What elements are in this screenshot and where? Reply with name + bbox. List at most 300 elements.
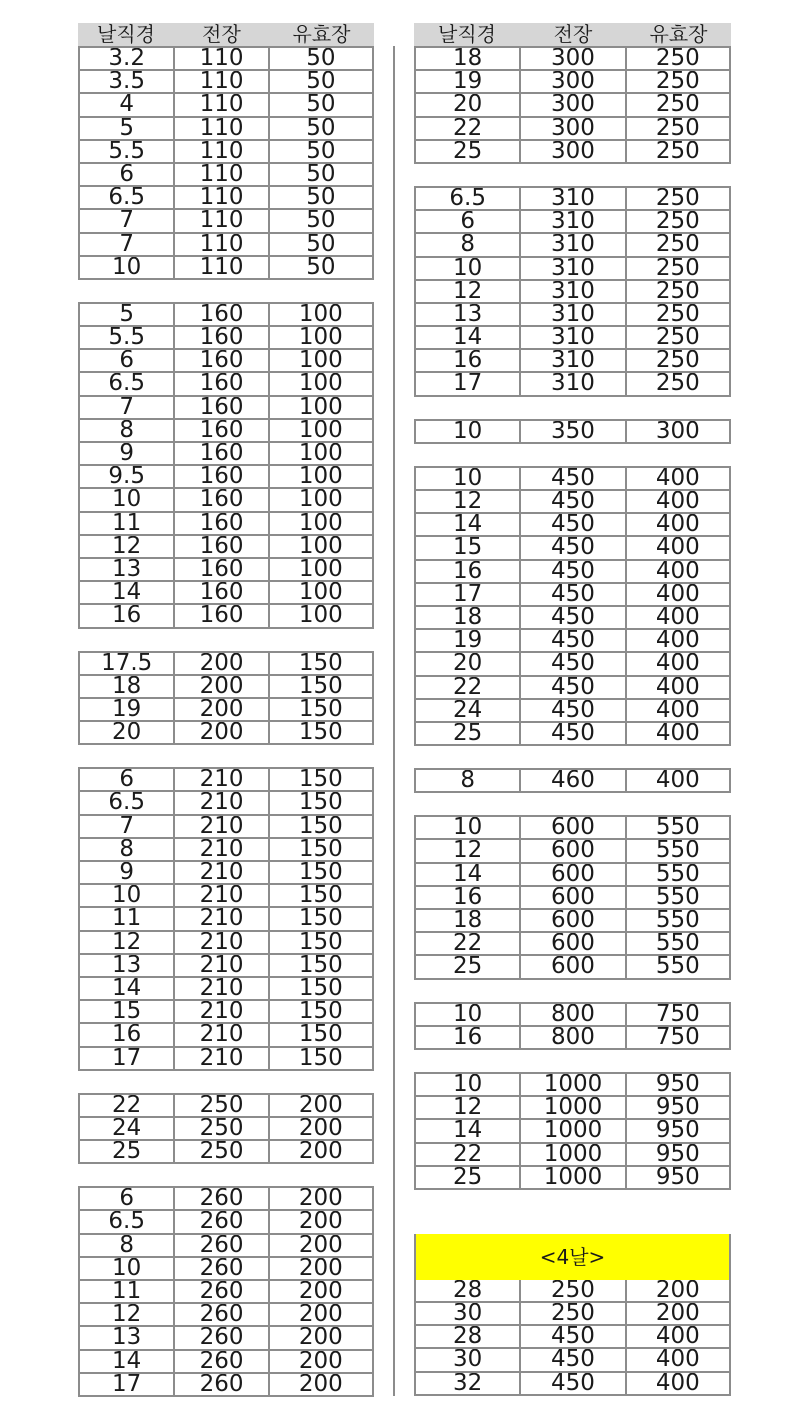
header-diameter: 날직경 [97, 22, 155, 46]
effective-length-cell: 100 [270, 397, 374, 420]
spec-group [414, 1280, 731, 1396]
table-row [416, 1303, 731, 1326]
effective-length-cell: 50 [270, 210, 374, 233]
diameter-cell: 11 [80, 1281, 175, 1304]
effective-length-cell: 150 [270, 908, 374, 931]
diameter-cell: 25 [416, 723, 521, 746]
effective-length-cell: 550 [627, 956, 731, 979]
effective-length-cell: 250 [627, 118, 731, 141]
spec-group [78, 1186, 374, 1397]
diameter-cell: 28 [416, 1326, 521, 1349]
effective-length-cell: 150 [270, 699, 374, 722]
diameter-cell: 14 [80, 582, 175, 605]
diameter-cell: 13 [80, 955, 175, 978]
diameter-cell: 13 [80, 559, 175, 582]
table-row [80, 1024, 374, 1047]
table-row [416, 956, 731, 979]
table-row [416, 304, 731, 327]
overall-length-cell: 800 [521, 1004, 626, 1027]
table-row [80, 466, 374, 489]
effective-length-cell: 50 [270, 94, 374, 117]
table-row [80, 536, 374, 559]
table-row [80, 605, 374, 628]
overall-length-cell: 450 [521, 700, 626, 723]
diameter-cell: 7 [80, 210, 175, 233]
table-row [416, 1144, 731, 1167]
overall-length-cell: 1000 [521, 1120, 626, 1143]
overall-length-cell: 210 [175, 932, 269, 955]
diameter-cell: 22 [80, 1095, 175, 1118]
effective-length-cell: 950 [627, 1074, 731, 1097]
effective-length-cell: 100 [270, 582, 374, 605]
table-row [80, 443, 374, 466]
diameter-cell: 19 [416, 71, 521, 94]
diameter-cell: 22 [416, 677, 521, 700]
effective-length-cell: 150 [270, 839, 374, 862]
table-row [416, 1004, 731, 1027]
table-row [416, 1280, 731, 1303]
table-row [80, 839, 374, 862]
overall-length-cell: 250 [175, 1095, 269, 1118]
diameter-cell: 6.5 [80, 1211, 175, 1234]
overall-length-cell: 160 [175, 397, 269, 420]
table-row [416, 607, 731, 630]
effective-length-cell: 100 [270, 420, 374, 443]
overall-length-cell: 110 [175, 141, 269, 164]
effective-length-cell: 150 [270, 885, 374, 908]
diameter-cell: 6 [416, 211, 521, 234]
effective-length-cell: 100 [270, 559, 374, 582]
table-row [416, 327, 731, 350]
overall-length-cell: 600 [521, 956, 626, 979]
diameter-cell: 10 [80, 885, 175, 908]
diameter-cell: 15 [80, 1001, 175, 1024]
diameter-cell: 22 [416, 118, 521, 141]
overall-length-cell: 450 [521, 723, 626, 746]
effective-length-cell: 250 [627, 281, 731, 304]
table-row [80, 722, 374, 745]
right-table-body [414, 46, 731, 1190]
diameter-cell: 16 [416, 887, 521, 910]
diameter-cell: 8 [80, 839, 175, 862]
diameter-cell: 22 [416, 1144, 521, 1167]
diameter-cell: 7 [80, 816, 175, 839]
table-row [416, 211, 731, 234]
overall-length-cell: 110 [175, 234, 269, 257]
overall-length-cell: 600 [521, 887, 626, 910]
effective-length-cell: 400 [627, 770, 731, 793]
diameter-cell: 6 [80, 1188, 175, 1211]
effective-length-cell: 50 [270, 118, 374, 141]
effective-length-cell: 200 [270, 1258, 374, 1281]
overall-length-cell: 600 [521, 933, 626, 956]
diameter-cell: 16 [416, 350, 521, 373]
table-row [80, 327, 374, 350]
overall-length-cell: 260 [175, 1327, 269, 1350]
effective-length-cell: 200 [270, 1141, 374, 1164]
overall-length-cell: 200 [175, 722, 269, 745]
overall-length-cell: 1000 [521, 1097, 626, 1120]
table-row [80, 1351, 374, 1374]
table-row [80, 1281, 374, 1304]
overall-length-cell: 1000 [521, 1144, 626, 1167]
effective-length-cell: 100 [270, 443, 374, 466]
diameter-cell: 12 [80, 932, 175, 955]
diameter-cell: 25 [416, 956, 521, 979]
table-row [416, 258, 731, 281]
diameter-cell: 6.5 [80, 187, 175, 210]
overall-length-cell: 210 [175, 1024, 269, 1047]
overall-length-cell: 160 [175, 420, 269, 443]
effective-length-cell: 200 [270, 1327, 374, 1350]
overall-length-cell: 310 [521, 188, 626, 211]
spec-group [414, 1072, 731, 1190]
diameter-cell: 12 [416, 840, 521, 863]
effective-length-cell: 150 [270, 769, 374, 792]
effective-length-cell: 150 [270, 955, 374, 978]
diameter-cell: 20 [416, 653, 521, 676]
diameter-cell: 13 [416, 304, 521, 327]
column-divider [393, 46, 395, 1396]
table-row [80, 1258, 374, 1281]
diameter-cell: 8 [416, 234, 521, 257]
table-row [80, 769, 374, 792]
overall-length-cell: 450 [521, 1326, 626, 1349]
overall-length-cell: 260 [175, 1351, 269, 1374]
effective-length-cell: 400 [627, 630, 731, 653]
spec-group [78, 46, 374, 280]
diameter-cell: 10 [80, 1258, 175, 1281]
overall-length-cell: 450 [521, 677, 626, 700]
overall-length-cell: 160 [175, 304, 269, 327]
effective-length-cell: 250 [627, 304, 731, 327]
effective-length-cell: 100 [270, 605, 374, 628]
overall-length-cell: 260 [175, 1304, 269, 1327]
diameter-cell: 14 [80, 978, 175, 1001]
table-row [80, 489, 374, 512]
effective-length-cell: 750 [627, 1004, 731, 1027]
overall-length-cell: 160 [175, 559, 269, 582]
effective-length-cell: 250 [627, 48, 731, 71]
table-row [416, 584, 731, 607]
left-table-body [78, 46, 374, 1397]
diameter-cell: 10 [416, 1074, 521, 1097]
four-flute-table-body [414, 1280, 731, 1396]
table-row [80, 1048, 374, 1071]
overall-length-cell: 110 [175, 71, 269, 94]
spec-group [78, 1093, 374, 1165]
table-row [80, 187, 374, 210]
effective-length-cell: 250 [627, 94, 731, 117]
overall-length-cell: 210 [175, 1001, 269, 1024]
diameter-cell: 25 [80, 1141, 175, 1164]
table-row [80, 1188, 374, 1211]
effective-length-cell: 400 [627, 584, 731, 607]
effective-length-cell: 250 [627, 373, 731, 396]
effective-length-cell: 250 [627, 141, 731, 164]
effective-length-cell: 200 [270, 1281, 374, 1304]
diameter-cell: 5.5 [80, 327, 175, 350]
diameter-cell: 9 [80, 862, 175, 885]
table-row [416, 421, 731, 444]
diameter-cell: 17.5 [80, 653, 175, 676]
overall-length-cell: 110 [175, 118, 269, 141]
table-row [416, 817, 731, 840]
overall-length-cell: 260 [175, 1258, 269, 1281]
effective-length-cell: 50 [270, 234, 374, 257]
diameter-cell: 6.5 [416, 188, 521, 211]
overall-length-cell: 210 [175, 1048, 269, 1071]
diameter-cell: 5 [80, 304, 175, 327]
effective-length-cell: 50 [270, 71, 374, 94]
overall-length-cell: 210 [175, 955, 269, 978]
effective-length-cell: 100 [270, 350, 374, 373]
effective-length-cell: 100 [270, 304, 374, 327]
overall-length-cell: 450 [521, 653, 626, 676]
effective-length-cell: 400 [627, 491, 731, 514]
table-row [416, 373, 731, 396]
overall-length-cell: 450 [521, 537, 626, 560]
effective-length-cell: 100 [270, 536, 374, 559]
effective-length-cell: 400 [627, 1373, 731, 1396]
table-row [416, 1027, 731, 1050]
diameter-cell: 12 [416, 1097, 521, 1120]
overall-length-cell: 450 [521, 468, 626, 491]
overall-length-cell: 110 [175, 48, 269, 71]
diameter-cell: 14 [416, 514, 521, 537]
overall-length-cell: 160 [175, 443, 269, 466]
overall-length-cell: 260 [175, 1188, 269, 1211]
diameter-cell: 13 [80, 1327, 175, 1350]
diameter-cell: 11 [80, 908, 175, 931]
effective-length-cell: 550 [627, 933, 731, 956]
overall-length-cell: 450 [521, 607, 626, 630]
diameter-cell: 14 [416, 327, 521, 350]
overall-length-cell: 1000 [521, 1074, 626, 1097]
overall-length-cell: 600 [521, 910, 626, 933]
overall-length-cell: 450 [521, 584, 626, 607]
diameter-cell: 10 [416, 258, 521, 281]
table-row [416, 630, 731, 653]
effective-length-cell: 150 [270, 653, 374, 676]
effective-length-cell: 950 [627, 1144, 731, 1167]
diameter-cell: 19 [80, 699, 175, 722]
diameter-cell: 16 [416, 561, 521, 584]
table-row [80, 420, 374, 443]
diameter-cell: 20 [80, 722, 175, 745]
overall-length-cell: 300 [521, 94, 626, 117]
right-header-row [414, 23, 731, 46]
diameter-cell: 6.5 [80, 792, 175, 815]
diameter-cell: 17 [80, 1048, 175, 1071]
diameter-cell: 16 [416, 1027, 521, 1050]
overall-length-cell: 600 [521, 840, 626, 863]
header-overall-length: 전장 [202, 22, 241, 46]
effective-length-cell: 550 [627, 817, 731, 840]
table-row [80, 582, 374, 605]
diameter-cell: 30 [416, 1349, 521, 1372]
effective-length-cell: 100 [270, 489, 374, 512]
diameter-cell: 25 [416, 141, 521, 164]
diameter-cell: 18 [416, 910, 521, 933]
effective-length-cell: 150 [270, 1048, 374, 1071]
effective-length-cell: 150 [270, 1001, 374, 1024]
overall-length-cell: 310 [521, 304, 626, 327]
left-header-row [78, 23, 374, 46]
effective-length-cell: 200 [270, 1188, 374, 1211]
effective-length-cell: 100 [270, 373, 374, 396]
effective-length-cell: 400 [627, 514, 731, 537]
table-row [80, 1141, 374, 1164]
overall-length-cell: 250 [521, 1280, 626, 1303]
effective-length-cell: 400 [627, 677, 731, 700]
overall-length-cell: 200 [175, 699, 269, 722]
overall-length-cell: 160 [175, 489, 269, 512]
diameter-cell: 24 [80, 1118, 175, 1141]
spec-group [78, 302, 374, 629]
diameter-cell: 19 [416, 630, 521, 653]
overall-length-cell: 450 [521, 1373, 626, 1396]
table-row [80, 816, 374, 839]
effective-length-cell: 400 [627, 1326, 731, 1349]
diameter-cell: 32 [416, 1373, 521, 1396]
table-row [416, 1120, 731, 1143]
overall-length-cell: 210 [175, 769, 269, 792]
table-row [80, 48, 374, 71]
overall-length-cell: 110 [175, 94, 269, 117]
effective-length-cell: 150 [270, 676, 374, 699]
effective-length-cell: 200 [270, 1351, 374, 1374]
overall-length-cell: 260 [175, 1235, 269, 1258]
overall-length-cell: 600 [521, 817, 626, 840]
overall-length-cell: 310 [521, 281, 626, 304]
effective-length-cell: 200 [270, 1095, 374, 1118]
diameter-cell: 5.5 [80, 141, 175, 164]
overall-length-cell: 160 [175, 582, 269, 605]
overall-length-cell: 210 [175, 839, 269, 862]
table-row [80, 792, 374, 815]
overall-length-cell: 310 [521, 258, 626, 281]
diameter-cell: 16 [80, 605, 175, 628]
table-row [80, 210, 374, 233]
table-row [416, 141, 731, 164]
diameter-cell: 10 [80, 257, 175, 280]
table-row [80, 559, 374, 582]
table-row [416, 1074, 731, 1097]
overall-length-cell: 310 [521, 211, 626, 234]
table-row [416, 723, 731, 746]
table-row [80, 373, 374, 396]
overall-length-cell: 200 [175, 676, 269, 699]
table-row [416, 514, 731, 537]
effective-length-cell: 300 [627, 421, 731, 444]
table-row [416, 933, 731, 956]
diameter-cell: 12 [80, 536, 175, 559]
effective-length-cell: 200 [270, 1374, 374, 1397]
effective-length-cell: 400 [627, 723, 731, 746]
overall-length-cell: 300 [521, 48, 626, 71]
effective-length-cell: 100 [270, 513, 374, 536]
table-row [80, 94, 374, 117]
table-row [80, 653, 374, 676]
diameter-cell: 14 [416, 1120, 521, 1143]
diameter-cell: 14 [80, 1351, 175, 1374]
overall-length-cell: 160 [175, 350, 269, 373]
effective-length-cell: 200 [627, 1280, 731, 1303]
table-row [80, 257, 374, 280]
spec-group [78, 651, 374, 746]
table-row [416, 350, 731, 373]
diameter-cell: 25 [416, 1167, 521, 1190]
overall-length-cell: 450 [521, 491, 626, 514]
diameter-cell: 7 [80, 234, 175, 257]
overall-length-cell: 310 [521, 234, 626, 257]
overall-length-cell: 210 [175, 862, 269, 885]
table-row [416, 653, 731, 676]
effective-length-cell: 550 [627, 887, 731, 910]
effective-length-cell: 250 [627, 71, 731, 94]
overall-length-cell: 110 [175, 257, 269, 280]
diameter-cell: 8 [416, 770, 521, 793]
table-row [416, 840, 731, 863]
diameter-cell: 18 [416, 607, 521, 630]
table-row [416, 71, 731, 94]
diameter-cell: 17 [416, 584, 521, 607]
overall-length-cell: 260 [175, 1374, 269, 1397]
table-row [416, 887, 731, 910]
effective-length-cell: 150 [270, 932, 374, 955]
effective-length-cell: 950 [627, 1167, 731, 1190]
effective-length-cell: 150 [270, 978, 374, 1001]
table-row [416, 677, 731, 700]
table-row [80, 1374, 374, 1397]
table-row [416, 1373, 731, 1396]
table-row [416, 468, 731, 491]
table-row [416, 770, 731, 793]
effective-length-cell: 400 [627, 468, 731, 491]
overall-length-cell: 260 [175, 1211, 269, 1234]
effective-length-cell: 250 [627, 258, 731, 281]
table-row [80, 513, 374, 536]
effective-length-cell: 250 [627, 327, 731, 350]
table-row [80, 978, 374, 1001]
effective-length-cell: 100 [270, 327, 374, 350]
effective-length-cell: 150 [270, 1024, 374, 1047]
table-row [416, 1349, 731, 1372]
table-row [416, 281, 731, 304]
diameter-cell: 18 [416, 48, 521, 71]
effective-length-cell: 150 [270, 722, 374, 745]
header-diameter: 날직경 [438, 22, 496, 46]
effective-length-cell: 550 [627, 864, 731, 887]
spec-group [414, 419, 731, 444]
diameter-cell: 17 [416, 373, 521, 396]
overall-length-cell: 160 [175, 536, 269, 559]
diameter-cell: 14 [416, 864, 521, 887]
overall-length-cell: 450 [521, 1349, 626, 1372]
left-spec-table [78, 0, 374, 1397]
overall-length-cell: 300 [521, 71, 626, 94]
overall-length-cell: 160 [175, 466, 269, 489]
table-row [416, 94, 731, 117]
overall-length-cell: 310 [521, 350, 626, 373]
table-row [80, 1118, 374, 1141]
overall-length-cell: 800 [521, 1027, 626, 1050]
overall-length-cell: 110 [175, 187, 269, 210]
overall-length-cell: 250 [175, 1141, 269, 1164]
table-row [416, 864, 731, 887]
diameter-cell: 6 [80, 350, 175, 373]
